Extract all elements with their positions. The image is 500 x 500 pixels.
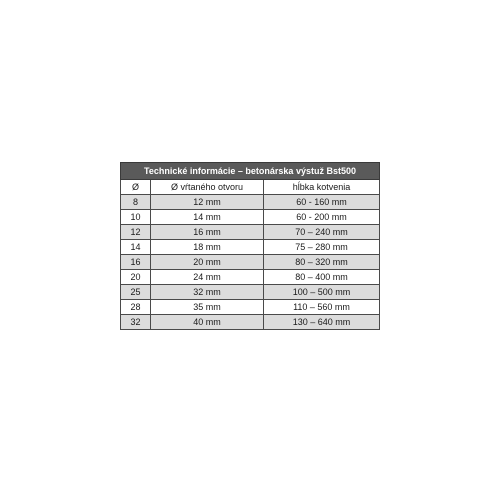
table-row	[121, 240, 380, 255]
table-title: Technické informácie – betonárska výstuž Bst500	[121, 163, 380, 180]
table-header-row	[121, 180, 380, 195]
cell-diameter: 28	[121, 300, 151, 315]
table-row	[121, 195, 380, 210]
cell-diameter: 8	[121, 195, 151, 210]
cell-drill-hole: 40 mm	[151, 315, 264, 330]
table-title-row	[121, 163, 380, 180]
cell-anchoring-depth: 75 – 280 mm	[264, 240, 380, 255]
cell-diameter: 25	[121, 285, 151, 300]
table-row	[121, 255, 380, 270]
cell-anchoring-depth: 60 - 160 mm	[264, 195, 380, 210]
cell-anchoring-depth: 130 – 640 mm	[264, 315, 380, 330]
cell-drill-hole: 32 mm	[151, 285, 264, 300]
cell-diameter: 16	[121, 255, 151, 270]
table-body	[121, 163, 380, 330]
cell-drill-hole: 24 mm	[151, 270, 264, 285]
table-row	[121, 210, 380, 225]
cell-diameter: 12	[121, 225, 151, 240]
header-drill-hole-diameter: Ø vŕtaného otvoru	[151, 180, 264, 195]
cell-drill-hole: 18 mm	[151, 240, 264, 255]
cell-drill-hole: 14 mm	[151, 210, 264, 225]
cell-diameter: 20	[121, 270, 151, 285]
cell-drill-hole: 20 mm	[151, 255, 264, 270]
cell-drill-hole: 12 mm	[151, 195, 264, 210]
table-row	[121, 315, 380, 330]
table-row	[121, 285, 380, 300]
cell-anchoring-depth: 70 – 240 mm	[264, 225, 380, 240]
table-row	[121, 225, 380, 240]
cell-anchoring-depth: 80 – 320 mm	[264, 255, 380, 270]
technical-info-table	[120, 162, 380, 330]
cell-drill-hole: 16 mm	[151, 225, 264, 240]
table-row	[121, 270, 380, 285]
cell-anchoring-depth: 80 – 400 mm	[264, 270, 380, 285]
table-row	[121, 300, 380, 315]
cell-anchoring-depth: 60 - 200 mm	[264, 210, 380, 225]
header-anchoring-depth: hĺbka kotvenia	[264, 180, 380, 195]
cell-anchoring-depth: 110 – 560 mm	[264, 300, 380, 315]
cell-diameter: 32	[121, 315, 151, 330]
cell-drill-hole: 35 mm	[151, 300, 264, 315]
cell-anchoring-depth: 100 – 500 mm	[264, 285, 380, 300]
header-diameter: Ø	[121, 180, 151, 195]
cell-diameter: 10	[121, 210, 151, 225]
cell-diameter: 14	[121, 240, 151, 255]
